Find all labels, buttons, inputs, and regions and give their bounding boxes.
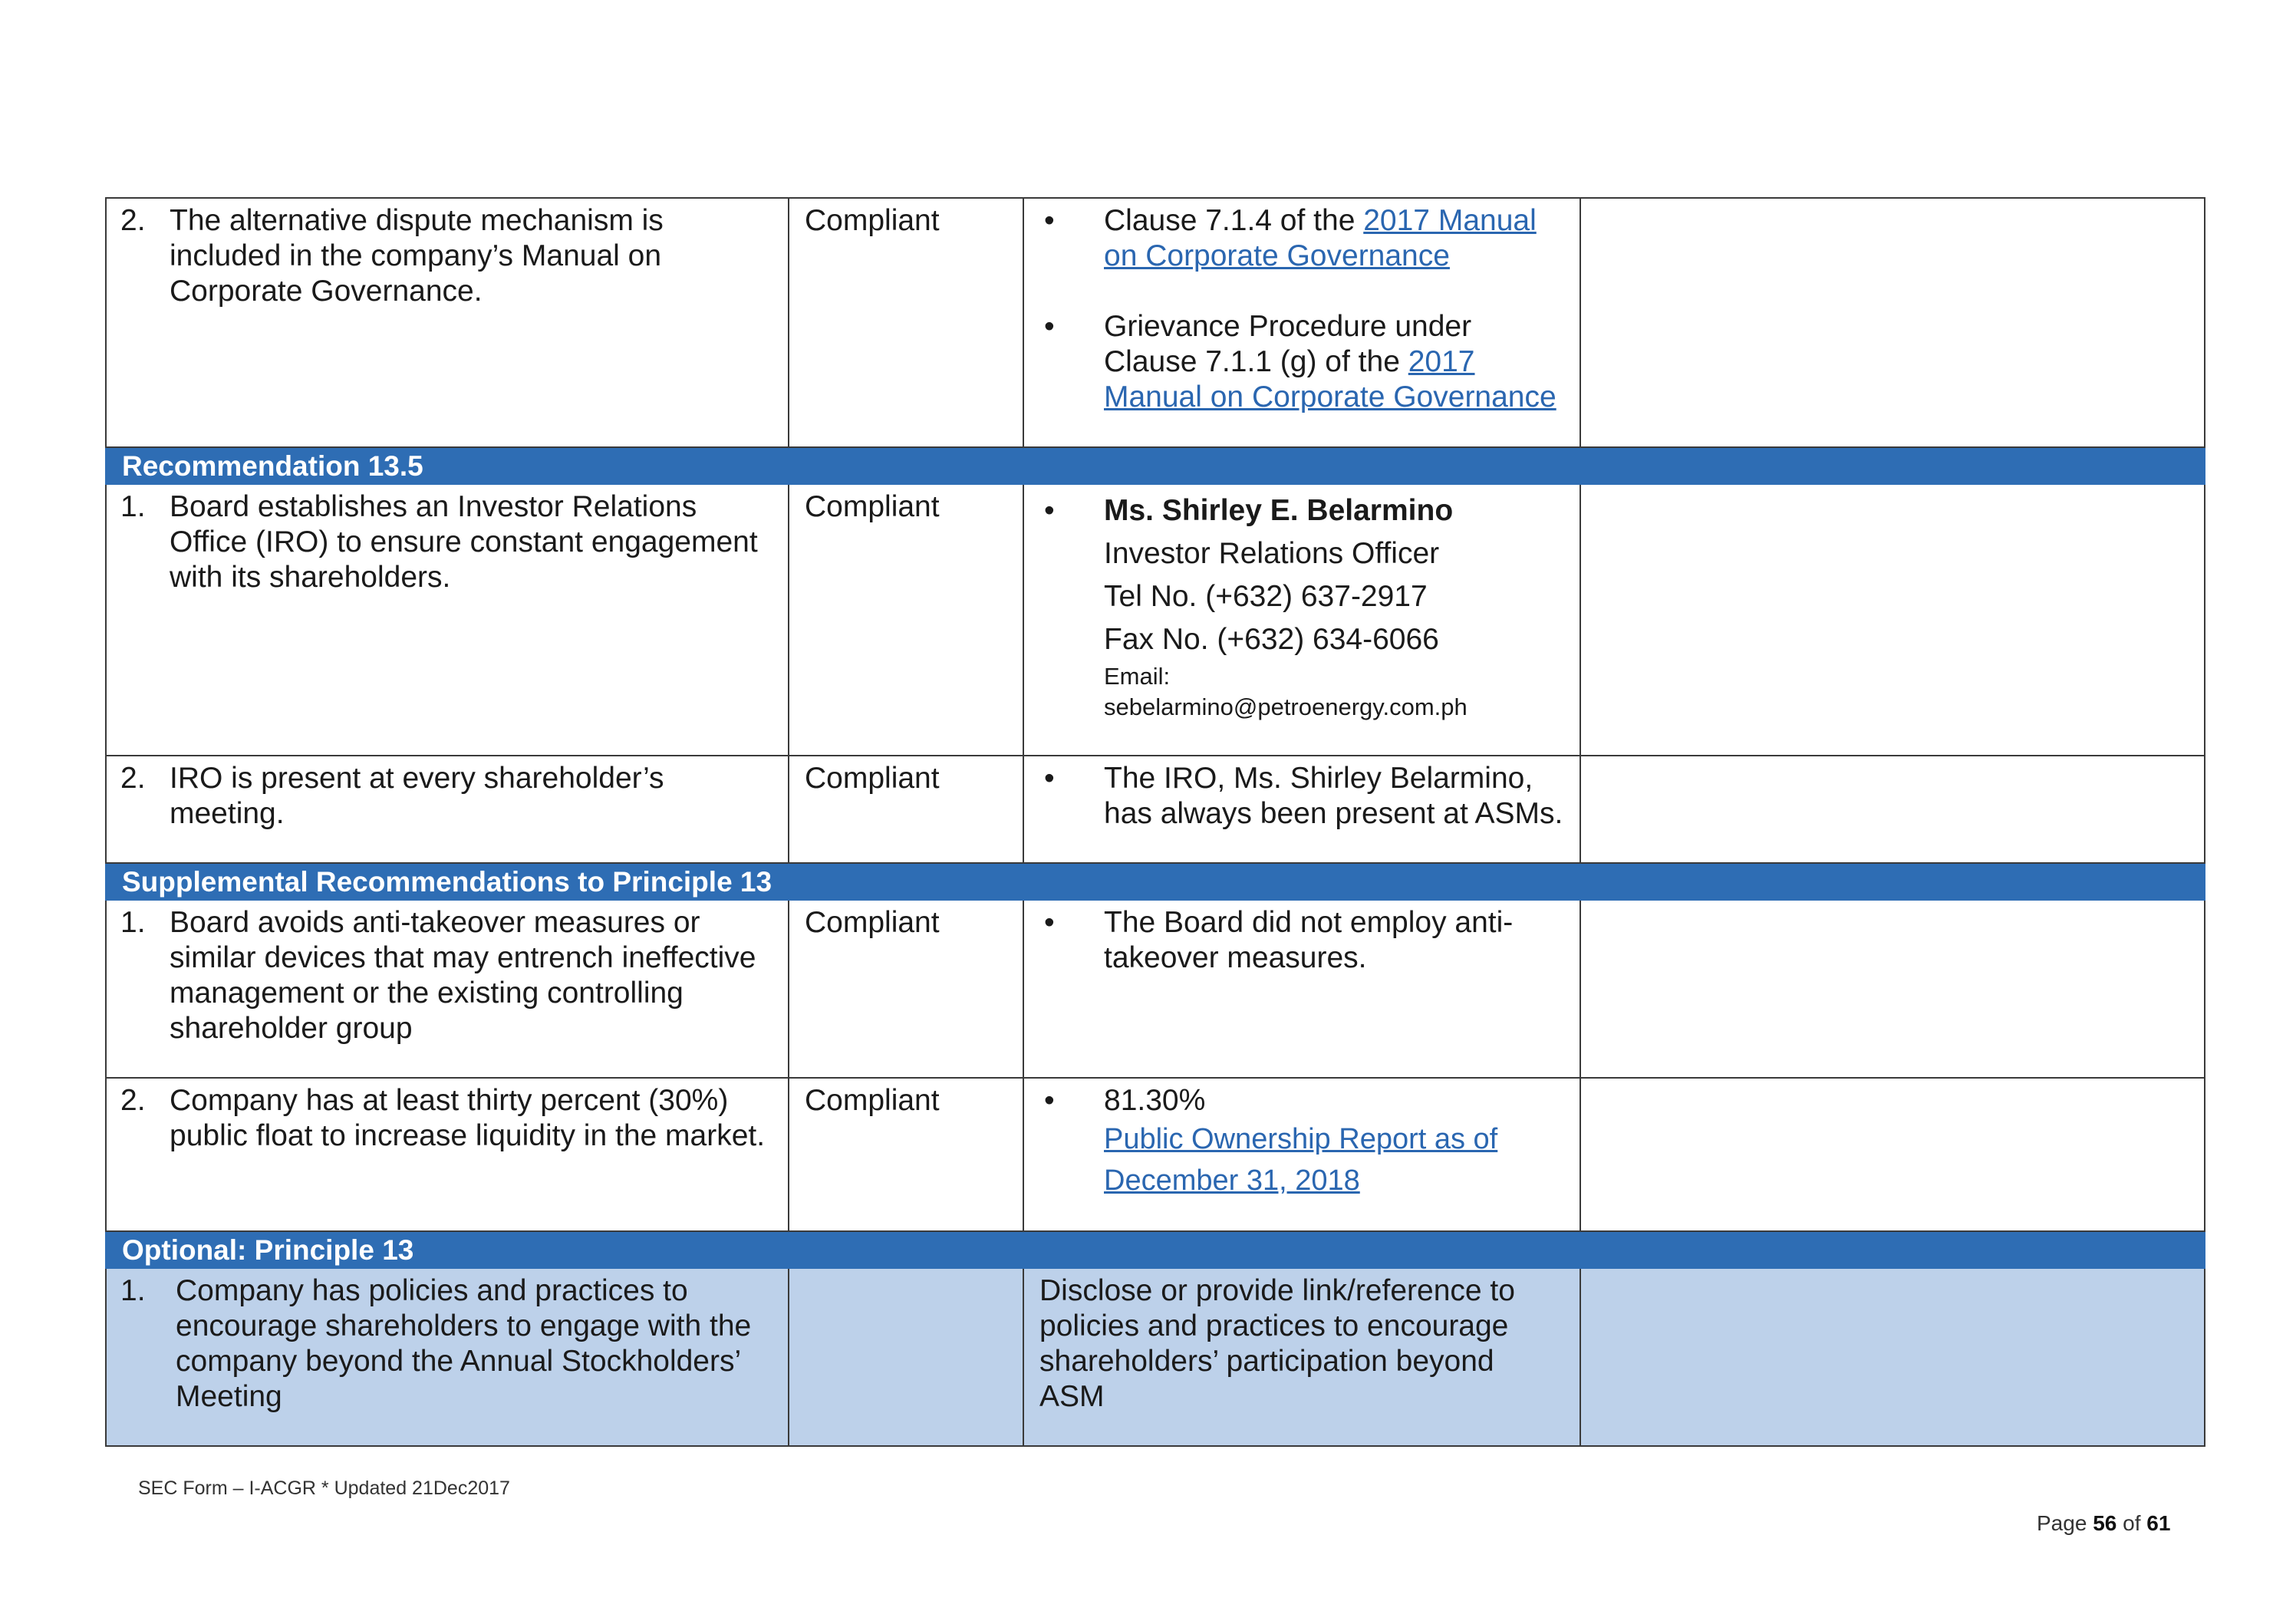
table-row bbox=[106, 900, 2205, 1078]
page-number bbox=[2037, 1511, 2170, 1536]
iro-title: Investor Relations Officer bbox=[1104, 537, 1440, 570]
status-cell: Compliant bbox=[789, 900, 1023, 1078]
page-current: 56 bbox=[2093, 1511, 2117, 1535]
bullet-icon: • bbox=[1044, 1084, 1055, 1117]
bullet-icon: • bbox=[1044, 762, 1055, 795]
section-title: Supplemental Recommendations to Principle 13 bbox=[106, 863, 2205, 900]
bullet-icon: • bbox=[1044, 494, 1055, 527]
table-row bbox=[106, 1078, 2205, 1231]
of-word: of bbox=[2123, 1511, 2141, 1535]
explanation-cell bbox=[1023, 484, 1580, 756]
list-item bbox=[1035, 203, 1564, 274]
item-text: Company has at least thirty percent (30%) public float to increase liquidity in the market. bbox=[170, 1084, 766, 1152]
empty-cell bbox=[1580, 1078, 2205, 1231]
table-row bbox=[106, 1268, 2205, 1446]
manual-link[interactable]: 2017 Manual on Corporate Governance bbox=[1104, 204, 1537, 272]
item-text: Board avoids anti-takeover measures or similar devices that may entrench ineffective management or the existing controlling shareholder group bbox=[170, 906, 756, 1045]
item-number: 1. bbox=[120, 1274, 146, 1307]
iro-email-label: Email: bbox=[1104, 663, 1171, 690]
item-text: Company has policies and practices to encourage shareholders to engage with the company beyond the Annual Stockholders’ Meeting bbox=[176, 1274, 752, 1413]
item-text: The alternative dispute mechanism is included in the company’s Manual on Corporate Governance. bbox=[170, 204, 664, 308]
list-item bbox=[1035, 309, 1564, 415]
page-total: 61 bbox=[2146, 1511, 2171, 1535]
item-number: 1. bbox=[120, 490, 146, 523]
empty-cell bbox=[1580, 484, 2205, 756]
recommendation-cell bbox=[106, 198, 789, 447]
iro-email: sebelarmino@petroenergy.com.ph bbox=[1104, 693, 1468, 720]
recommendation-cell bbox=[106, 484, 789, 756]
table-row bbox=[106, 484, 2205, 756]
recommendation-cell bbox=[106, 1078, 789, 1231]
explanation-cell: Disclose or provide link/reference to policies and practices to encourage shareholders’ participation beyond ASM bbox=[1023, 1268, 1580, 1446]
acgr-table bbox=[105, 197, 2205, 1447]
explanation-cell bbox=[1023, 198, 1580, 447]
list-item bbox=[1035, 905, 1564, 976]
public-ownership-report-link[interactable]: Public Ownership Report as of December 31, 2018 bbox=[1104, 1123, 1498, 1197]
list-item bbox=[1035, 1083, 1564, 1201]
status-cell: Compliant bbox=[789, 198, 1023, 447]
item-number: 2. bbox=[120, 1084, 146, 1117]
section-header-row bbox=[106, 1231, 2205, 1268]
bullet-icon: • bbox=[1044, 906, 1055, 939]
bullet-icon: • bbox=[1044, 310, 1055, 343]
section-title: Optional: Principle 13 bbox=[106, 1231, 2205, 1268]
explanation-cell bbox=[1023, 900, 1580, 1078]
public-float-value: 81.30% bbox=[1104, 1084, 1206, 1117]
table-row bbox=[106, 198, 2205, 447]
bullet-icon: • bbox=[1044, 204, 1055, 237]
empty-cell bbox=[1580, 198, 2205, 447]
item-number: 1. bbox=[120, 906, 146, 939]
empty-cell bbox=[1580, 900, 2205, 1078]
status-cell: Compliant bbox=[789, 484, 1023, 756]
recommendation-cell bbox=[106, 756, 789, 863]
page-word: Page bbox=[2037, 1511, 2087, 1535]
form-footer: SEC Form – I-ACGR * Updated 21Dec2017 bbox=[138, 1477, 510, 1499]
empty-cell bbox=[1580, 1268, 2205, 1446]
section-header-row bbox=[106, 447, 2205, 484]
list-item bbox=[1035, 489, 1564, 723]
iro-name: Ms. Shirley E. Belarmino bbox=[1104, 494, 1454, 527]
status-cell: Compliant bbox=[789, 1078, 1023, 1231]
section-title: Recommendation 13.5 bbox=[106, 447, 2205, 484]
explanation-cell bbox=[1023, 1078, 1580, 1231]
recommendation-cell bbox=[106, 1268, 789, 1446]
recommendation-cell bbox=[106, 900, 789, 1078]
section-header-row bbox=[106, 863, 2205, 900]
item-text: Board establishes an Investor Relations Office (IRO) to ensure constant engagement with its shareholders. bbox=[170, 490, 758, 594]
bullet-text: Grievance Procedure under Clause 7.1.1 (g) of the bbox=[1104, 310, 1472, 378]
list-item bbox=[1035, 761, 1564, 832]
iro-fax: Fax No. (+632) 634-6066 bbox=[1104, 623, 1439, 656]
status-cell: Compliant bbox=[789, 756, 1023, 863]
item-text: IRO is present at every shareholder’s meeting. bbox=[170, 762, 664, 830]
table-row bbox=[106, 756, 2205, 863]
item-number: 2. bbox=[120, 204, 146, 237]
iro-tel: Tel No. (+632) 637-2917 bbox=[1104, 580, 1428, 613]
manual-link[interactable]: 2017 Manual on Corporate Governance bbox=[1104, 345, 1556, 413]
status-cell bbox=[789, 1268, 1023, 1446]
bullet-text: The Board did not employ anti-takeover measures. bbox=[1104, 906, 1514, 974]
empty-cell bbox=[1580, 756, 2205, 863]
bullet-text: Clause 7.1.4 of the bbox=[1104, 204, 1364, 237]
explanation-cell bbox=[1023, 756, 1580, 863]
item-number: 2. bbox=[120, 762, 146, 795]
bullet-text: The IRO, Ms. Shirley Belarmino, has always been present at ASMs. bbox=[1104, 762, 1563, 830]
